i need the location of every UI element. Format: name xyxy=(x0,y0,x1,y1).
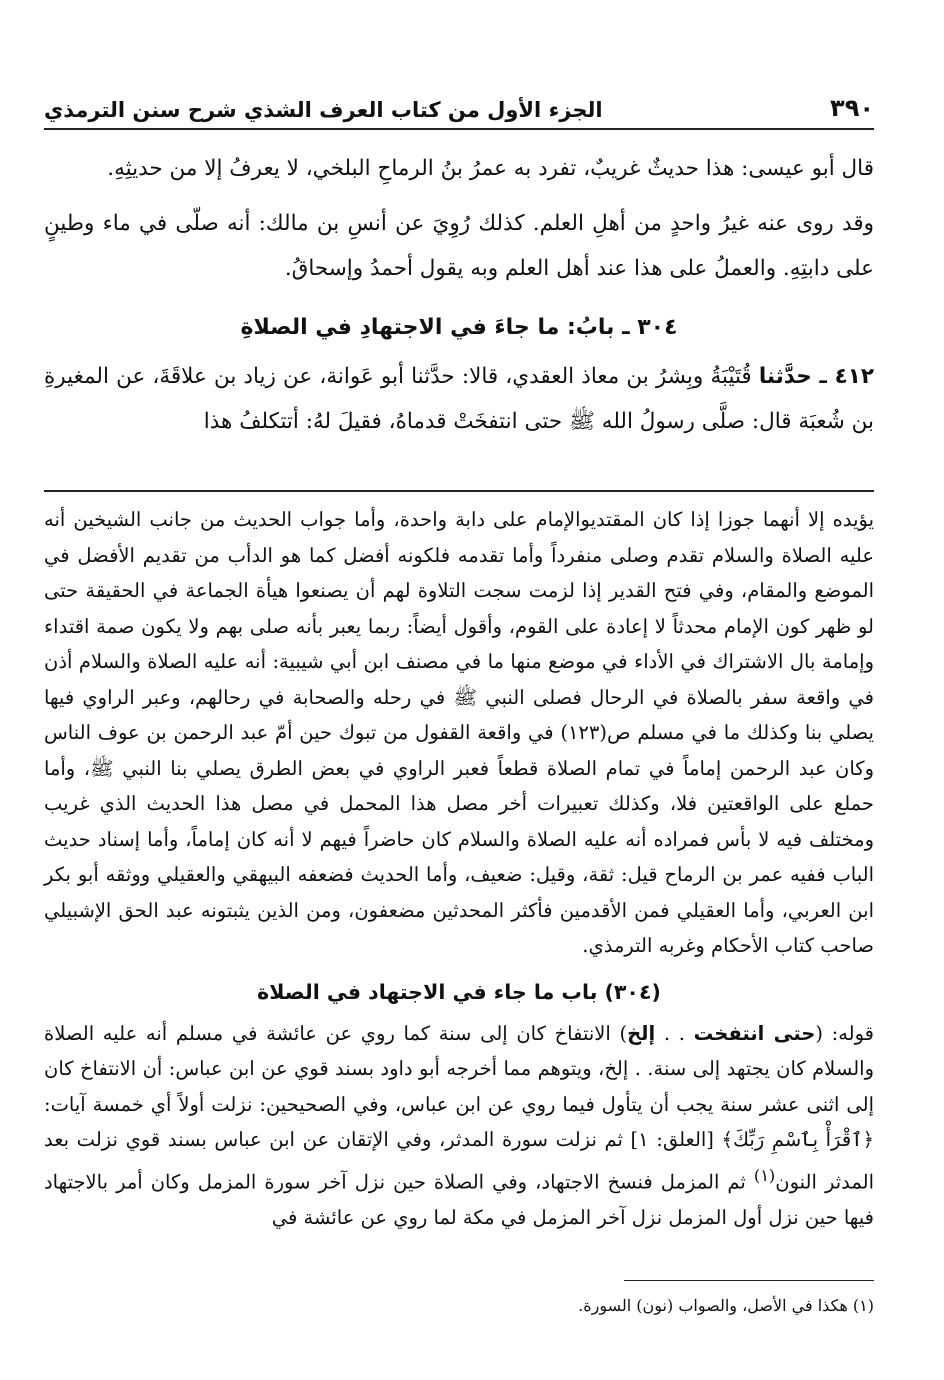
commentary-end: ثم المزمل فنسخ الاجتهاد، وفي الصلاة حين نزل آخر سورة المزمل وكان أمر بالاجتهاد فيها حين نزل أول المزمل نزل آخر المزمل في مكة لما روي عن عائشة في xyxy=(44,1170,874,1229)
header-divider xyxy=(44,128,874,130)
commentary-paragraph-1: يؤيده إلا أنهما جوزا إذا كان المقتديوالإمام على دابة واحدة، وأما جواب الحديث من جانب الشيخين أنه عليه الصلاة والسلام تقدم وصلى منفرداً وأما تقدمه فلكونه أفضل كما هو الدأب من تقديم الأفضل في الموضع والمقام، وفي فتح القدير إذا لزمت سجت التلاوة لهم أن يصنعوا هيأة الجماعة في الحقيقة حتى لو ظهر كون الإمام محدثاً لا إعادة على القوم، وأقول أيضاً: ربما يعبر بأنه صلى بهم ولا يكون صمة اقتداء وإمامة بال الاشتراك في الأداء في موضع منها ما في مصنف ابن أبي شيبية: أنه عليه الصلاة والسلام أذن في واقعة سفر بالصلاة في الرحال فصلى النبي ﷺ في رحله والصحابة في رحالهم، وعبر الراوي فيها يصلي بنا وكذلك ما في مسلم ص(١٢٣) في واقعة القفول من تبوك حين أمّ عبد الرحمن بن عوف الناس وكان عبد الرحمن إماماً في تمام الصلاة قطعاً فعبر الراوي في بعض الطرق يصلي بنا النبي ﷺ، وأما حملع على الواقعتين فلا، وكذلك تعبيرات أخر مصل هذا المحمل في مصل هذا الحديث الذي غريب ومختلف فيه لا بأس فمراده أنه عليه الصلاة والسلام كان حاضراً فيهم لا أنه كان إماماً، وأما إسناد حديث الباب ففيه عمر بن الرماح قيل: ثقة، وقيل: ضعيف، وأما الحديث فضعفه البيهقي والعقيلي ووثقه أبو بكر ابن العربي، وأما العقيلي فمن الأقدمين فأكثر المحدثين مضعفون، ومن الذين يثبتونه عبد الحق الإشبيلي صاحب كتاب الأحكام وغربه الترمذي. xyxy=(44,508,874,957)
commentary xyxy=(44,502,874,1235)
commentary-divider xyxy=(44,490,874,492)
footnote-divider xyxy=(624,1280,874,1281)
hadith-number: ٤١٢ ـ حدَّثنا xyxy=(758,364,874,389)
commentary-paragraph-2 xyxy=(44,1016,874,1236)
hadith-paragraph xyxy=(44,354,874,444)
commentary-intro: قوله: ( xyxy=(815,1021,875,1045)
book-page xyxy=(44,70,874,1370)
commentary-heading: (٣٠٤) باب ما جاء في الاجتهاد في الصلاة xyxy=(257,979,661,1004)
footnote-reference[interactable]: (١) xyxy=(753,1165,776,1185)
commentary-lemma: حتى انتفخت xyxy=(693,1021,816,1045)
main-paragraph-1: قال أبو عيسى: هذا حديثٌ غريبٌ، تفرد به عمرُ بنُ الرماحِ البلخي، لا يعرفُ إلا من حديثِهِ. xyxy=(107,156,874,181)
commentary-ellipsis: . . xyxy=(663,1021,685,1045)
footnote-text: (١) هكذا في الأصل، والصواب (نون) السورة. xyxy=(578,1296,874,1315)
page-header xyxy=(44,82,874,122)
footnote xyxy=(44,1292,874,1320)
main-text xyxy=(44,146,874,444)
commentary-body: ) الانتفاخ كان إلى سنة كما روي عن عائشة في مسلم أنه عليه الصلاة والسلام كان يجتهد إلى سنة. . إلخ، ويتوهم مما أخرجه أبو داود بسند قوي عن ابن عباس: أن الانتفاخ كان إلى اثنى عشر سنة يجب أن يتأول فيما روي عن ابن عباس، وفي الصحيحين: نزلت أولاً أي خمسة آيات: ﴿ٱقْرَأْ بِٱسْمِ رَبِّكَ﴾ [العلق: ١] ثم نزلت سورة المدثر، وفي الإتقان عن ابن عباس بسند قوي نزلت بعد المدثر النون xyxy=(44,1021,874,1193)
page-number: ٣٩٠ xyxy=(830,94,874,122)
main-paragraph-2: وقد روى عنه غيرُ واحدٍ من أهلِ العلم. كذلك رُوِيَ عن أنسِ بن مالك: أنه صلّى في ماء وطينٍ على دابتِهِ. والعملُ على هذا عند أهل العلم وبه يقول أحمدُ وإسحاقُ. xyxy=(44,211,874,281)
commentary-ilakh: إلخ xyxy=(627,1021,656,1045)
hadith-text: قُتَيْبَةُ وبِشرُ بن معاذ العقدي، قالا: حدَّثنا أبو عَوانة، عن زياد بن علاقَةَ، عن المغيرةِ بن شُعبَة قال: صلَّى رسولُ الله ﷺ حتى انتفخَتْ قدماهُ، فقيلَ لهُ: أتتكلفُ هذا xyxy=(44,364,874,434)
running-title: الجزء الأول من كتاب العرف الشذي شرح سنن الترمذي xyxy=(44,98,603,122)
chapter-heading: ٣٠٤ ـ بابُ: ما جاءَ في الاجتهادِ في الصلاةِ xyxy=(240,315,678,340)
